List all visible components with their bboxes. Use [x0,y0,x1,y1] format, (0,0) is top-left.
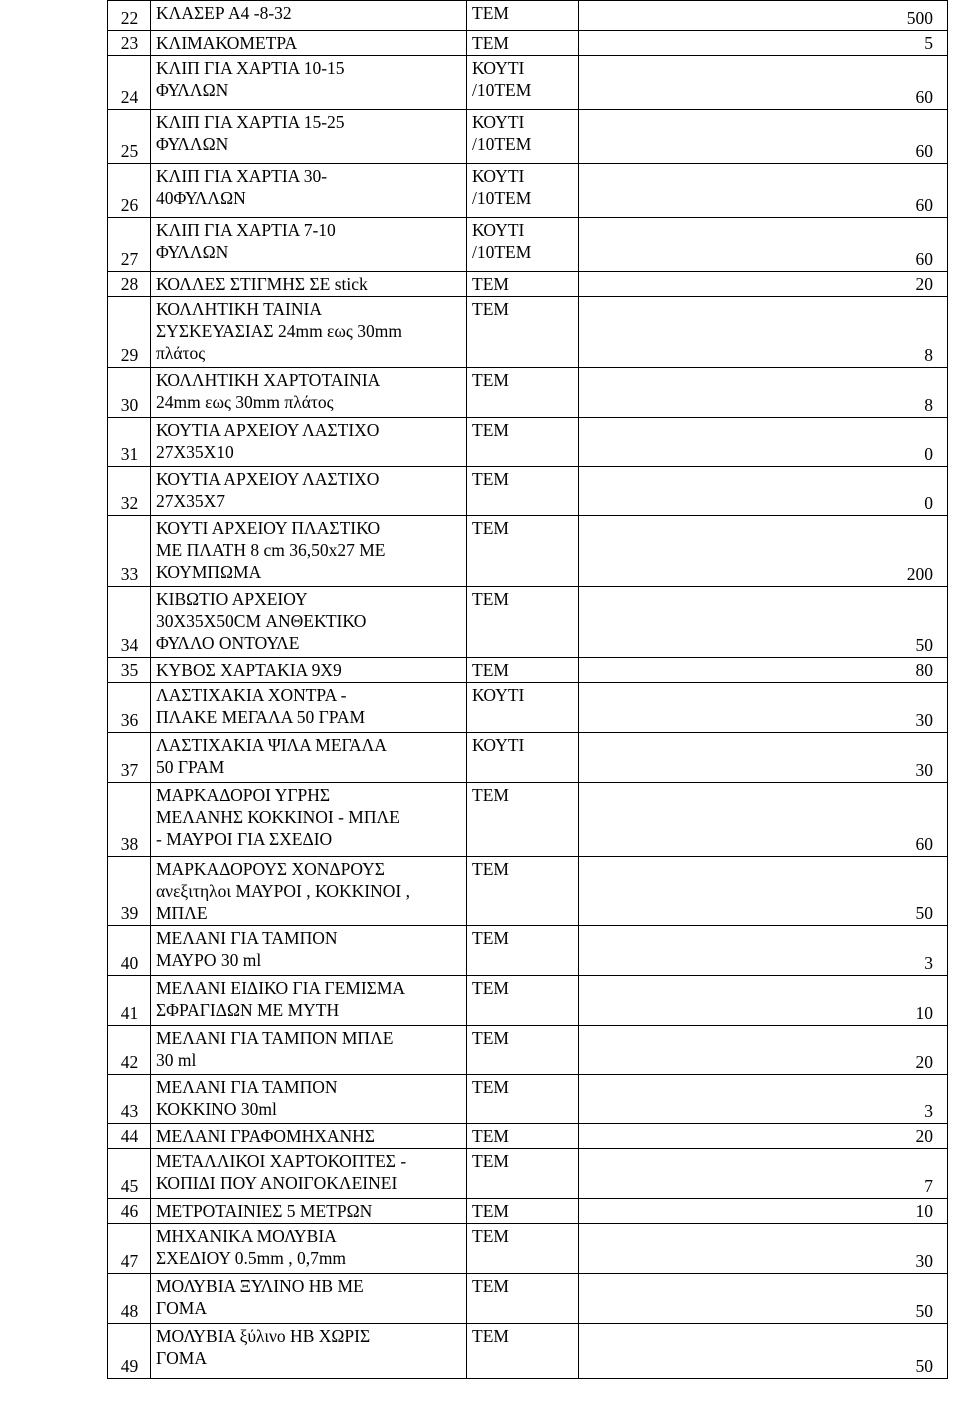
table-row [108,218,948,272]
table-row [108,658,948,683]
item-unit-line: ΤΕΜ [472,299,509,319]
item-unit [467,1026,579,1075]
item-description-line: ΜΕΤΑΛΛΙΚΟΙ ΧΑΡΤΟΚΟΠΤΕΣ - [156,1151,407,1171]
row-number: 32 [108,467,151,516]
table-row [108,1324,948,1379]
table-row [108,418,948,467]
row-number: 45 [108,1149,151,1199]
table-row [108,683,948,733]
item-description-line: πλάτος [156,343,206,363]
row-number: 34 [108,587,151,658]
item-unit-line: /10ΤΕΜ [472,134,532,154]
item-description [151,418,467,467]
table-row [108,976,948,1026]
item-description-line: ΣΦΡΑΓΙΔΩΝ ΜΕ ΜΥΤΗ [156,1000,340,1020]
item-unit-line: ΤΕΜ [472,370,509,390]
item-unit-line: ΤΕΜ [472,928,509,948]
item-description [151,926,467,976]
item-unit [467,783,579,857]
item-description-line: ΜΕΤΡΟΤΑΙΝΙΕΣ 5 ΜΕΤΡΩΝ [156,1201,373,1221]
item-description-line: ΠΛΑΚΕ ΜΕΓΑΛΑ 50 ΓΡΑΜ [156,707,366,727]
item-description-line: 30 ml [156,1050,197,1070]
row-number: 30 [108,368,151,418]
table-row [108,110,948,164]
item-description [151,857,467,926]
item-description-line: 27Χ35Χ10 [156,442,234,462]
item-description-line: ΚΛΙΠ ΓΙΑ ΧΑΡΤΙΑ 10-15 [156,58,345,78]
row-number: 44 [108,1124,151,1149]
item-unit-line: ΤΕΜ [472,978,509,998]
item-quantity: 30 [579,1224,948,1274]
item-unit-line: /10ΤΕΜ [472,242,532,262]
item-unit-line: ΚΟΥΤΙ [472,735,525,755]
item-unit [467,110,579,164]
item-description [151,1199,467,1224]
item-description [151,1324,467,1379]
item-description-line: ΚΟΥΤΙΑ ΑΡΧΕΙΟΥ ΛΑΣΤΙΧΟ [156,420,380,440]
row-number: 42 [108,1026,151,1075]
item-unit-line: ΤΕΜ [472,3,509,23]
table-body [108,1,948,1379]
table-row [108,467,948,516]
item-description-line: ΚΛΙΜΑΚΟΜΕΤΡΑ [156,33,298,53]
item-quantity: 50 [579,587,948,658]
item-description-line: ΣΥΣΚΕΥΑΣΙΑΣ 24mm εως 30mm [156,321,402,341]
item-quantity: 7 [579,1149,948,1199]
item-quantity: 10 [579,976,948,1026]
item-quantity: 30 [579,733,948,783]
item-quantity: 60 [579,783,948,857]
item-description-line: ΛΑΣΤΙΧΑΚΙΑ ΨΙΛΑ ΜΕΓΑΛΑ [156,735,387,755]
item-description-line: ΜΕΛΑΝΙ ΓΙΑ ΤΑΜΠΟΝ ΜΠΛΕ [156,1028,394,1048]
item-unit-line: ΤΕΜ [472,1126,509,1146]
item-quantity: 50 [579,1324,948,1379]
item-unit [467,31,579,56]
item-description [151,297,467,368]
item-unit [467,976,579,1026]
table-row [108,1075,948,1124]
item-quantity: 8 [579,297,948,368]
item-unit [467,218,579,272]
item-unit-line: ΤΕΜ [472,785,509,805]
row-number: 24 [108,56,151,110]
table-row [108,56,948,110]
item-description-line: ΣΧΕΔΙΟΥ 0.5mm , 0,7mm [156,1248,347,1268]
item-description-line: 27Χ35Χ7 [156,491,226,511]
item-quantity: 50 [579,1274,948,1324]
item-unit-line: ΤΕΜ [472,420,509,440]
item-description-line: ΦΥΛΛΩΝ [156,134,229,154]
item-unit-line: ΚΟΥΤΙ [472,220,525,240]
item-unit-line: ΚΟΥΤΙ [472,166,525,186]
item-description-line: ΜΕ ΠΛΑΤΗ 8 cm 36,50x27 ΜΕ [156,540,386,560]
row-number: 37 [108,733,151,783]
table-row [108,31,948,56]
item-description [151,164,467,218]
item-description-line: ΜΠΛΕ [156,903,208,923]
item-unit [467,1149,579,1199]
row-number: 23 [108,31,151,56]
item-unit-line: /10ΤΕΜ [472,80,532,100]
item-quantity: 50 [579,857,948,926]
item-quantity: 20 [579,272,948,297]
table-row [108,297,948,368]
item-description [151,976,467,1026]
row-number: 39 [108,857,151,926]
row-number: 35 [108,658,151,683]
item-description-line: ΚΟΛΛΗΤΙΚΗ ΤΑΙΝΙΑ [156,299,322,319]
item-description-line: ΜΕΛΑΝΗΣ ΚΟΚΚΙΝΟΙ - ΜΠΛΕ [156,807,400,827]
item-description [151,218,467,272]
item-unit [467,1199,579,1224]
item-description-line: ΦΥΛΛΩΝ [156,242,229,262]
row-number: 48 [108,1274,151,1324]
item-unit-line: ΚΟΥΤΙ [472,685,525,705]
table-row [108,1149,948,1199]
row-number: 43 [108,1075,151,1124]
item-unit [467,1075,579,1124]
item-description [151,1026,467,1075]
row-number: 40 [108,926,151,976]
item-description-line: ΓΟΜΑ [156,1348,207,1368]
table-row [108,164,948,218]
item-description-line: ΜΕΛΑΝΙ ΕΙΔΙΚΟ ΓΙΑ ΓΕΜΙΣΜΑ [156,978,406,998]
item-description-line: - ΜΑΥΡΟΙ ΓΙΑ ΣΧΕΔΙΟ [156,829,333,849]
item-description [151,467,467,516]
row-number: 31 [108,418,151,467]
item-description-line: ΚΛΙΠ ΓΙΑ ΧΑΡΤΙΑ 30- [156,166,328,186]
table-row [108,857,948,926]
item-quantity: 60 [579,164,948,218]
item-description-line: ΚΟΥΜΠΩΜΑ [156,562,262,582]
item-quantity: 60 [579,56,948,110]
item-quantity: 3 [579,1075,948,1124]
row-number: 49 [108,1324,151,1379]
item-unit-line: ΤΕΜ [472,1226,509,1246]
supplies-table [107,0,948,1379]
row-number: 28 [108,272,151,297]
item-description-line: ΚΥΒΟΣ ΧΑΡΤΑΚΙΑ 9Χ9 [156,660,342,680]
item-unit-line: ΚΟΥΤΙ [472,112,525,132]
item-quantity: 8 [579,368,948,418]
item-quantity: 500 [579,1,948,31]
item-unit [467,1224,579,1274]
item-description-line: ΚΟΥΤΙΑ ΑΡΧΕΙΟΥ ΛΑΣΤΙΧΟ [156,469,380,489]
item-unit-line: ΤΕΜ [472,1028,509,1048]
item-description-line: ΦΥΛΛΟ ΟΝΤΟΥΛΕ [156,633,300,653]
item-description [151,1124,467,1149]
item-description-line: ΦΥΛΛΩΝ [156,80,229,100]
document-page [107,0,947,1379]
row-number: 47 [108,1224,151,1274]
item-description-line: ΜΑΡΚΑΔΟΡΟΥΣ ΧΟΝΔΡΟΥΣ [156,859,385,879]
item-description [151,683,467,733]
item-description-line: ΚΟΚΚΙΝΟ 30ml [156,1099,277,1119]
item-description [151,658,467,683]
item-unit [467,56,579,110]
item-description [151,110,467,164]
item-description-line: ΚΟΛΛΗΤΙΚΗ ΧΑΡΤΟΤΑΙΝΙΑ [156,370,381,390]
item-unit-line: ΤΕΜ [472,33,509,53]
item-unit [467,297,579,368]
item-description-line: ΚΛΙΠ ΓΙΑ ΧΑΡΤΙΑ 7-10 [156,220,336,240]
item-description-line: ΜΕΛΑΝΙ ΓΡΑΦΟΜΗΧΑΝΗΣ [156,1126,375,1146]
item-unit-line: /10ΤΕΜ [472,188,532,208]
item-unit-line: ΤΕΜ [472,1151,509,1171]
item-quantity: 60 [579,218,948,272]
item-description [151,272,467,297]
item-unit-line: ΚΟΥΤΙ [472,58,525,78]
item-description-line: ΚΛΑΣΕΡ Α4 -8-32 [156,3,292,23]
table-row [108,1,948,31]
item-description-line: ΜΑΡΚΑΔΟΡΟΙ ΥΓΡΗΣ [156,785,331,805]
table-row [108,516,948,587]
item-quantity: 5 [579,31,948,56]
item-unit [467,1274,579,1324]
table-row [108,368,948,418]
item-description [151,1149,467,1199]
item-description [151,587,467,658]
item-quantity: 3 [579,926,948,976]
item-unit-line: ΤΕΜ [472,1201,509,1221]
item-description-line: ΚΟΠΙΔΙ ΠΟΥ ΑΝΟΙΓΟΚΛΕΙΝΕΙ [156,1173,398,1193]
item-description [151,368,467,418]
item-description [151,1,467,31]
item-quantity: 60 [579,110,948,164]
item-description-line: ΚΛΙΠ ΓΙΑ ΧΑΡΤΙΑ 15-25 [156,112,345,132]
item-unit-line: ΤΕΜ [472,1077,509,1097]
item-quantity: 0 [579,467,948,516]
item-description-line: ΚΟΛΛΕΣ ΣΤΙΓΜΗΣ ΣΕ stick [156,274,368,294]
item-unit-line: ΤΕΜ [472,589,509,609]
item-quantity: 80 [579,658,948,683]
item-quantity: 0 [579,418,948,467]
row-number: 27 [108,218,151,272]
item-unit [467,683,579,733]
table-row [108,272,948,297]
item-unit [467,1324,579,1379]
item-description-line: ΜΗΧΑΝΙΚΑ ΜΟΛΥΒΙΑ [156,1226,337,1246]
table-row [108,926,948,976]
item-description-line: ανεξιτηλοι ΜΑΥΡΟΙ , ΚΟΚΚΙΝΟΙ , [156,881,410,901]
item-description-line: ΓΟΜΑ [156,1298,207,1318]
item-description [151,1224,467,1274]
item-description-line: 40ΦΥΛΛΩΝ [156,188,246,208]
item-description-line: ΚΟΥΤΙ ΑΡΧΕΙΟΥ ΠΛΑΣΤΙΚΟ [156,518,381,538]
row-number: 41 [108,976,151,1026]
table-row [108,1199,948,1224]
item-unit [467,658,579,683]
table-row [108,1224,948,1274]
row-number: 36 [108,683,151,733]
item-unit [467,587,579,658]
item-unit-line: ΤΕΜ [472,1326,509,1346]
item-unit-line: ΤΕΜ [472,518,509,538]
table-row [108,733,948,783]
item-unit [467,164,579,218]
item-unit [467,368,579,418]
item-description-line: ΜΑΥΡΟ 30 ml [156,950,262,970]
item-description [151,31,467,56]
row-number: 29 [108,297,151,368]
item-description-line: 30Χ35Χ50CM ΑΝΘΕΚΤΙΚΟ [156,611,367,631]
item-unit [467,733,579,783]
row-number: 46 [108,1199,151,1224]
item-unit-line: ΤΕΜ [472,274,509,294]
table-row [108,1274,948,1324]
row-number: 33 [108,516,151,587]
item-unit-line: ΤΕΜ [472,660,509,680]
item-description [151,56,467,110]
item-description-line: ΜΟΛΥΒΙΑ ξύλινο ΗΒ ΧΩΡΙΣ [156,1326,371,1346]
item-description [151,733,467,783]
item-quantity: 200 [579,516,948,587]
item-unit [467,926,579,976]
item-description-line: 50 ΓΡΑΜ [156,757,225,777]
item-description-line: ΚΙΒΩΤΙΟ ΑΡΧΕΙΟΥ [156,589,308,609]
item-unit [467,1124,579,1149]
item-quantity: 10 [579,1199,948,1224]
row-number: 38 [108,783,151,857]
item-description-line: ΜΟΛΥΒΙΑ ΞΥΛΙΝΟ ΗΒ ΜΕ [156,1276,364,1296]
item-unit-line: ΤΕΜ [472,1276,509,1296]
table-row [108,587,948,658]
item-unit [467,467,579,516]
item-unit [467,857,579,926]
item-description-line: 24mm εως 30mm πλάτος [156,392,334,412]
item-quantity: 20 [579,1124,948,1149]
item-description [151,1274,467,1324]
table-row [108,1124,948,1149]
item-unit [467,272,579,297]
item-unit [467,418,579,467]
table-row [108,1026,948,1075]
item-description [151,783,467,857]
item-description-line: ΛΑΣΤΙΧΑΚΙΑ ΧΟΝΤΡΑ - [156,685,347,705]
row-number: 26 [108,164,151,218]
item-quantity: 20 [579,1026,948,1075]
item-unit [467,1,579,31]
item-quantity: 30 [579,683,948,733]
item-unit-line: ΤΕΜ [472,859,509,879]
item-description [151,516,467,587]
row-number: 22 [108,1,151,31]
item-description [151,1075,467,1124]
row-number: 25 [108,110,151,164]
item-description-line: ΜΕΛΑΝΙ ΓΙΑ ΤΑΜΠΟΝ [156,1077,338,1097]
item-description-line: ΜΕΛΑΝΙ ΓΙΑ ΤΑΜΠΟΝ [156,928,338,948]
item-unit-line: ΤΕΜ [472,469,509,489]
table-row [108,783,948,857]
item-unit [467,516,579,587]
